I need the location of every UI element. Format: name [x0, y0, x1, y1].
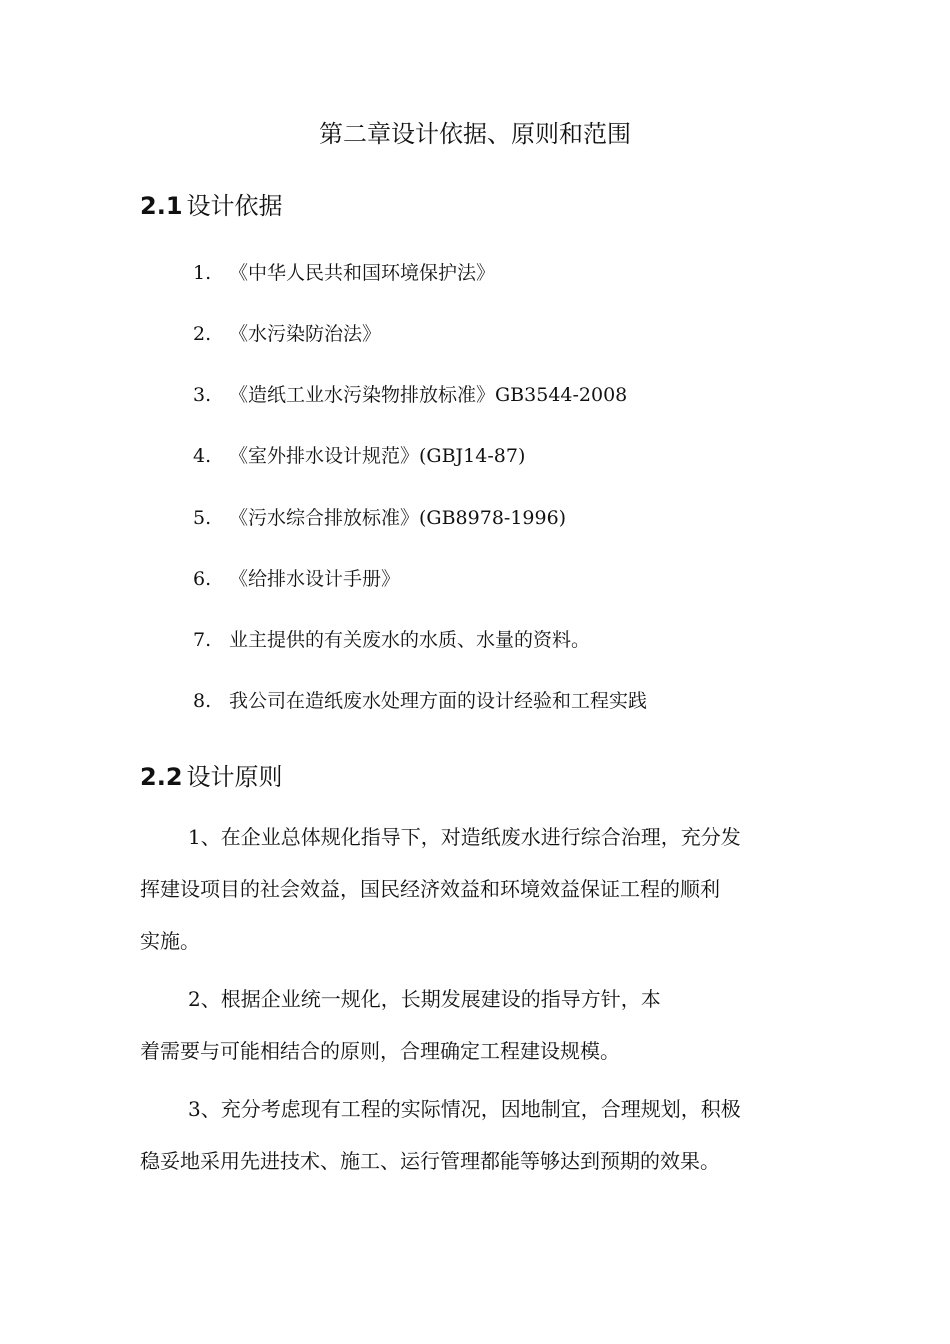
item-text: 业主提供的有关废水的水质、水量的资料。	[229, 629, 591, 651]
item-number: 1.	[193, 262, 212, 284]
reference-item	[193, 564, 400, 591]
item-number: 8.	[193, 690, 212, 712]
section-title: 设计原则	[186, 763, 283, 791]
item-text: 《给排水设计手册》	[229, 568, 401, 590]
paragraph-line: 挥建设项目的社会效益，国民经济效益和环境效益保证工程的顺利	[140, 877, 720, 901]
reference-item	[193, 625, 590, 652]
item-number: 4.	[193, 445, 212, 467]
principle-paragraph	[140, 973, 820, 1077]
reference-item	[193, 258, 495, 285]
paragraph-line: 1、在企业总体规化指导下，对造纸废水进行综合治理，充分发	[188, 825, 741, 849]
paragraph-line: 2、根据企业统一规化，长期发展建设的指导方针，本	[188, 987, 661, 1011]
section-title: 设计依据	[186, 192, 283, 220]
paragraph-line: 3、充分考虑现有工程的实际情况，因地制宜，合理规划，积极	[188, 1097, 741, 1121]
reference-item	[193, 380, 627, 407]
item-number: 2.	[193, 323, 212, 345]
item-text: 《造纸工业水污染物排放标准》GB3544-2008	[229, 384, 628, 406]
item-number: 7.	[193, 629, 212, 651]
section-number: 2.1	[140, 192, 183, 220]
reference-item	[193, 503, 566, 530]
paragraph-line: 稳妥地采用先进技术、施工、运行管理都能等够达到预期的效果。	[140, 1149, 720, 1173]
item-number: 5.	[193, 507, 212, 529]
item-text: 我公司在造纸废水处理方面的设计经验和工程实践	[229, 690, 648, 712]
section-number: 2.2	[140, 763, 183, 791]
principle-paragraph	[140, 811, 820, 967]
section-heading-2-1	[140, 186, 283, 221]
reference-item	[193, 686, 647, 713]
item-text: 《污水综合排放标准》(GB8978-1996)	[229, 507, 567, 529]
item-number: 6.	[193, 568, 212, 590]
paragraph-line: 着需要与可能相结合的原则，合理确定工程建设规模。	[140, 1039, 620, 1063]
paragraph-line: 实施。	[140, 929, 200, 953]
item-text: 《水污染防治法》	[229, 323, 382, 345]
item-text: 《中华人民共和国环境保护法》	[229, 262, 496, 284]
chapter-title: 第二章设计依据、原则和范围	[319, 120, 631, 148]
reference-item	[193, 319, 381, 346]
principle-paragraph	[140, 1083, 820, 1187]
reference-item	[193, 441, 525, 468]
item-text: 《室外排水设计规范》(GBJ14-87)	[229, 445, 526, 467]
item-number: 3.	[193, 384, 212, 406]
section-heading-2-2	[140, 757, 283, 792]
